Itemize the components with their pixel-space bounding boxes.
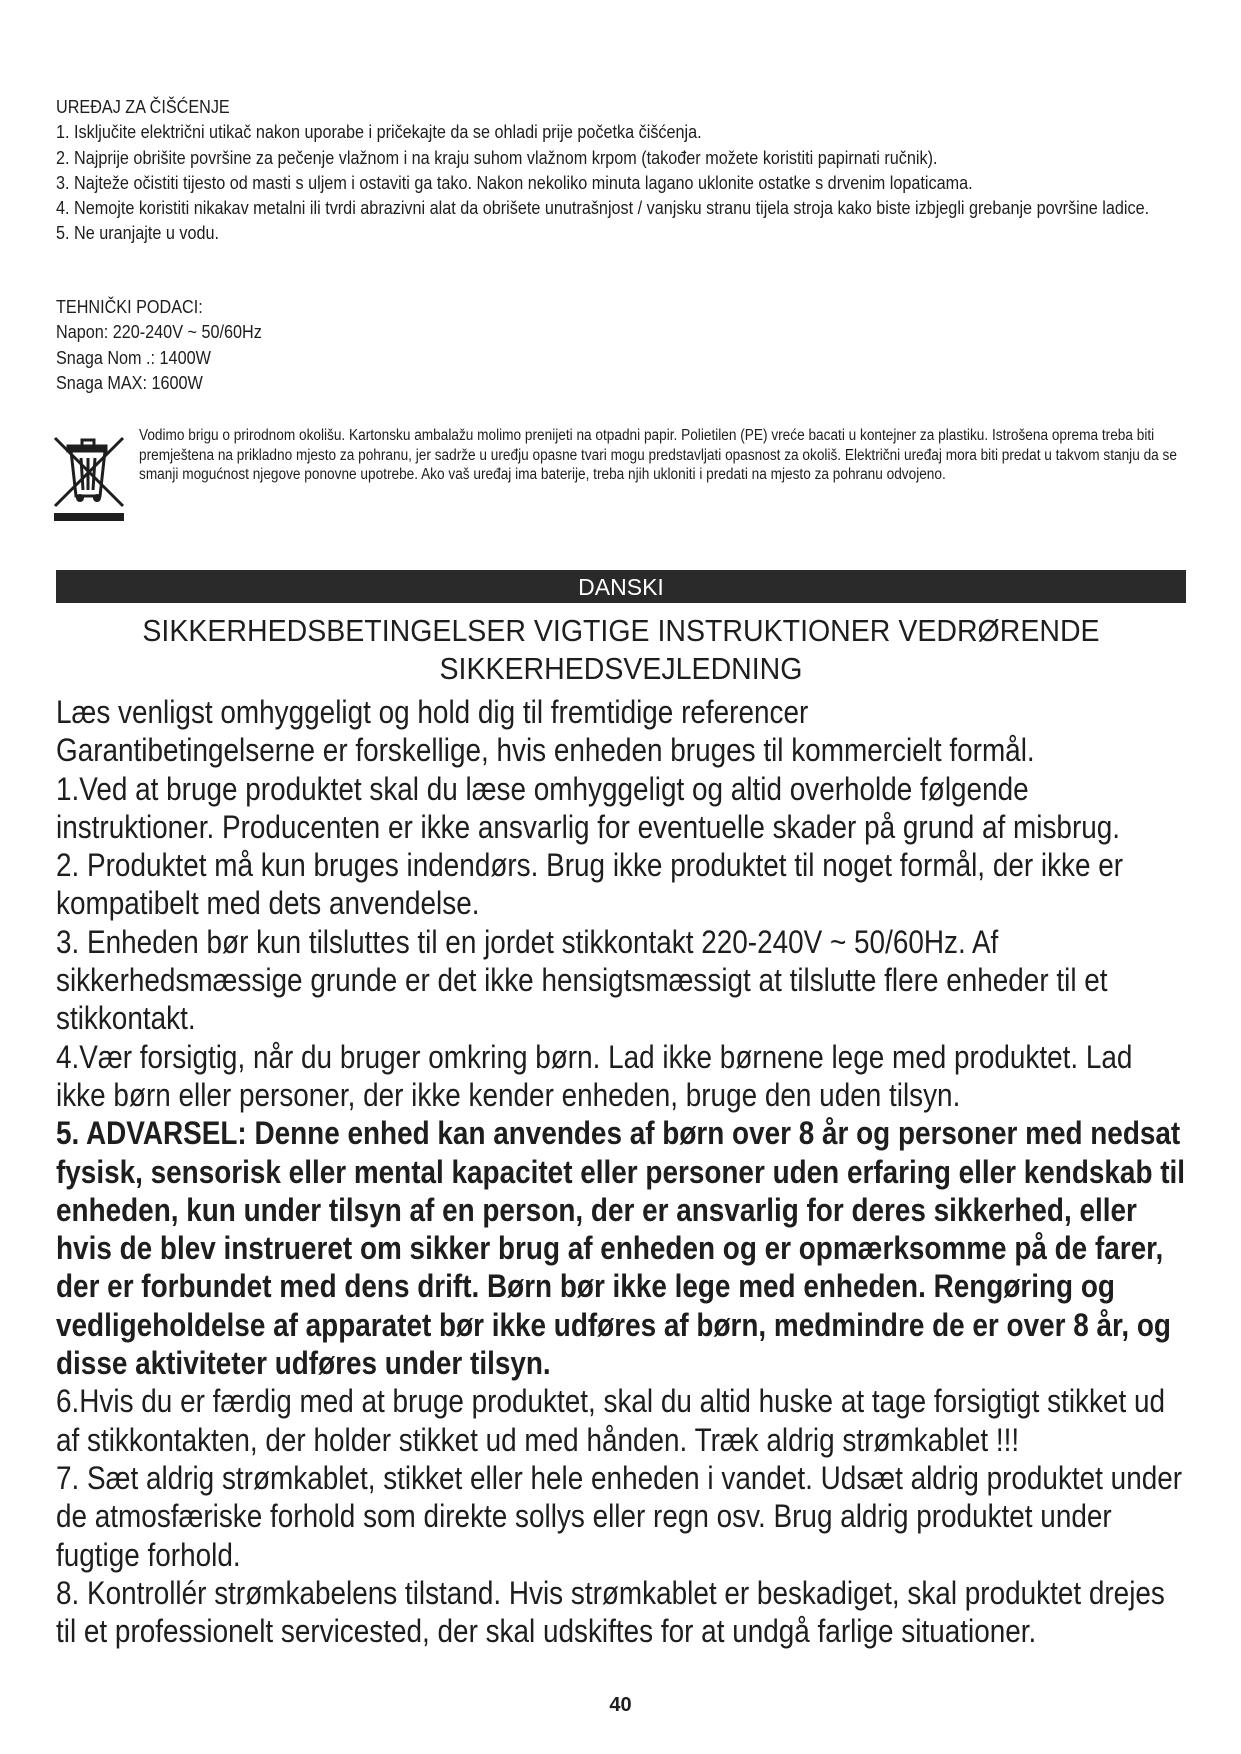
- weee-crossed-bin-icon: [50, 430, 128, 522]
- instruction-4: 4.Vær forsigtig, når du bruger omkring børn. Lad ikke børnene lege med produktet. Lad ikke børn eller personer, der ikke kender enheden, bruge den uden tilsyn.: [56, 1038, 1133, 1113]
- instruction-3: 3. Enheden bør kun tilsluttes til en jordet stikkontakt 220-240V ~ 50/60Hz. Af sikkerhedsmæssige grunde er det ikke hensigtsmæssigt at tilslutte flere enheder til et stikkontakt.: [56, 923, 1108, 1037]
- intro-read-carefully: Læs venligst omhyggeligt og hold dig til fremtidige referencer: [56, 694, 809, 730]
- intro-warranty: Garantibetingelserne er forskellige, hvis enheden bruges til kommercielt formål.: [56, 732, 1035, 769]
- instruction-5-warning: 5. ADVARSEL: Denne enhed kan anvendes af børn over 8 år og personer med nedsat fysisk, sensorisk eller mental kapacitet eller personer uden erfaring eller kendskab til enheden, kun under tilsyn af en person, der er ansvarlig for deres sikkerhed, eller hvis de blev instrueret om sikker brug af enheden og er opmærksomme på de farer, der er forbundet med dens drift. Børn bør ikke lege med enheden. Rengøring og vedligeholdelse af apparatet bør ikke udføres af børn, medmindre de er over 8 år, og disse aktiviteter udføres under tilsyn.: [56, 1115, 1186, 1382]
- language-banner: DANSKI: [56, 570, 1186, 603]
- page-number: 40: [609, 1694, 632, 1716]
- cleaning-item-1: 1. Isključite električni utikač nakon uporabe i pričekajte da se ohladi prije početka čišćenja.: [56, 122, 702, 143]
- instruction-6: 6.Hvis du er færdig med at bruge produktet, skal du altid huske at tage forsigtigt stikket ud af stikkontakten, der holder stikket ud med hånden. Træk aldrig strømkablet !!!: [56, 1383, 1165, 1458]
- technical-voltage: Napon: 220-240V ~ 50/60Hz: [56, 322, 262, 343]
- technical-power-nom: Snaga Nom .: 1400W: [56, 347, 211, 368]
- instruction-2: 2. Produktet må kun bruges indendørs. Brug ikke produktet til noget formål, der ikke er kompatibelt med dets anvendelse.: [56, 847, 1124, 922]
- environment-notice: Vodimo brigu o prirodnom okolišu. Kartonsku ambalažu molimo prenijeti na otpadni papir. Polietilen (PE) vreće bacati u kontejner za plastiku. Istrošena oprema treba biti premještena na prikladno mjesto za pohranu, jer sadrže u uređju opasne tvari mogu predstavljati opasnost za okoliš. Električni uređaj mora biti predat u takvom stanju da se smanji mogućnost njegove ponovne upotrebe. Ako vaš uređaj ima baterije, treba njih ukloniti i predati na mjesto za pohranu odvojeno.: [139, 427, 1177, 483]
- technical-section: [56, 295, 1073, 396]
- cleaning-title: UREĐAJ ZA ČIŠĆENJE: [56, 97, 230, 117]
- cleaning-item-5: 5. Ne uranjajte u vodu.: [56, 223, 220, 244]
- instruction-7: 7. Sæt aldrig strømkablet, stikket eller hele enheden i vandet. Udsæt aldrig produktet under de atmosfæriske forhold som direkte sollys eller regn osv. Brug aldrig produktet under fugtige forhold.: [56, 1459, 1183, 1573]
- instruction-1: 1.Ved at bruge produktet skal du læse omhyggeligt og altid overholde følgende instruktioner. Producenten er ikke ansvarlig for eventuelle skader på grund af misbrug.: [56, 770, 1121, 845]
- cleaning-item-3: 3. Najteže očistiti tijesto od masti s uljem i ostaviti ga tako. Nakon nekoliko minuta lagano uklonite ostatke s drvenim lopaticama.: [56, 172, 973, 193]
- cleaning-item-2: 2. Najprije obrišite površine za pečenje vlažnom i na kraju suhom vlažnom krpom (također možete koristiti papirnati ručnik).: [56, 147, 938, 168]
- safety-instructions: [56, 693, 1190, 1650]
- safety-heading: SIKKERHEDSBETINGELSER VIGTIGE INSTRUKTIONER VEDRØRENDE SIKKERHEDSVEJLEDNING: [142, 613, 1100, 686]
- technical-title: TEHNIČKI PODACI:: [56, 297, 203, 317]
- cleaning-section: [56, 95, 1172, 247]
- cleaning-item-4: 4. Nemojte koristiti nikakav metalni ili tvrdi abrazivni alat da obrišete unutrašnjost / vanjsku stranu tijela stroja kako biste izbjegli grebanje površine ladice.: [56, 198, 1150, 219]
- instruction-8: 8. Kontrollér strømkabelens tilstand. Hvis strømkablet er beskadiget, skal produktet drejes til et professionelt servicested, der skal udskiftes for at undgå farlige situationer.: [56, 1574, 1165, 1650]
- technical-power-max: Snaga MAX: 1600W: [56, 372, 203, 393]
